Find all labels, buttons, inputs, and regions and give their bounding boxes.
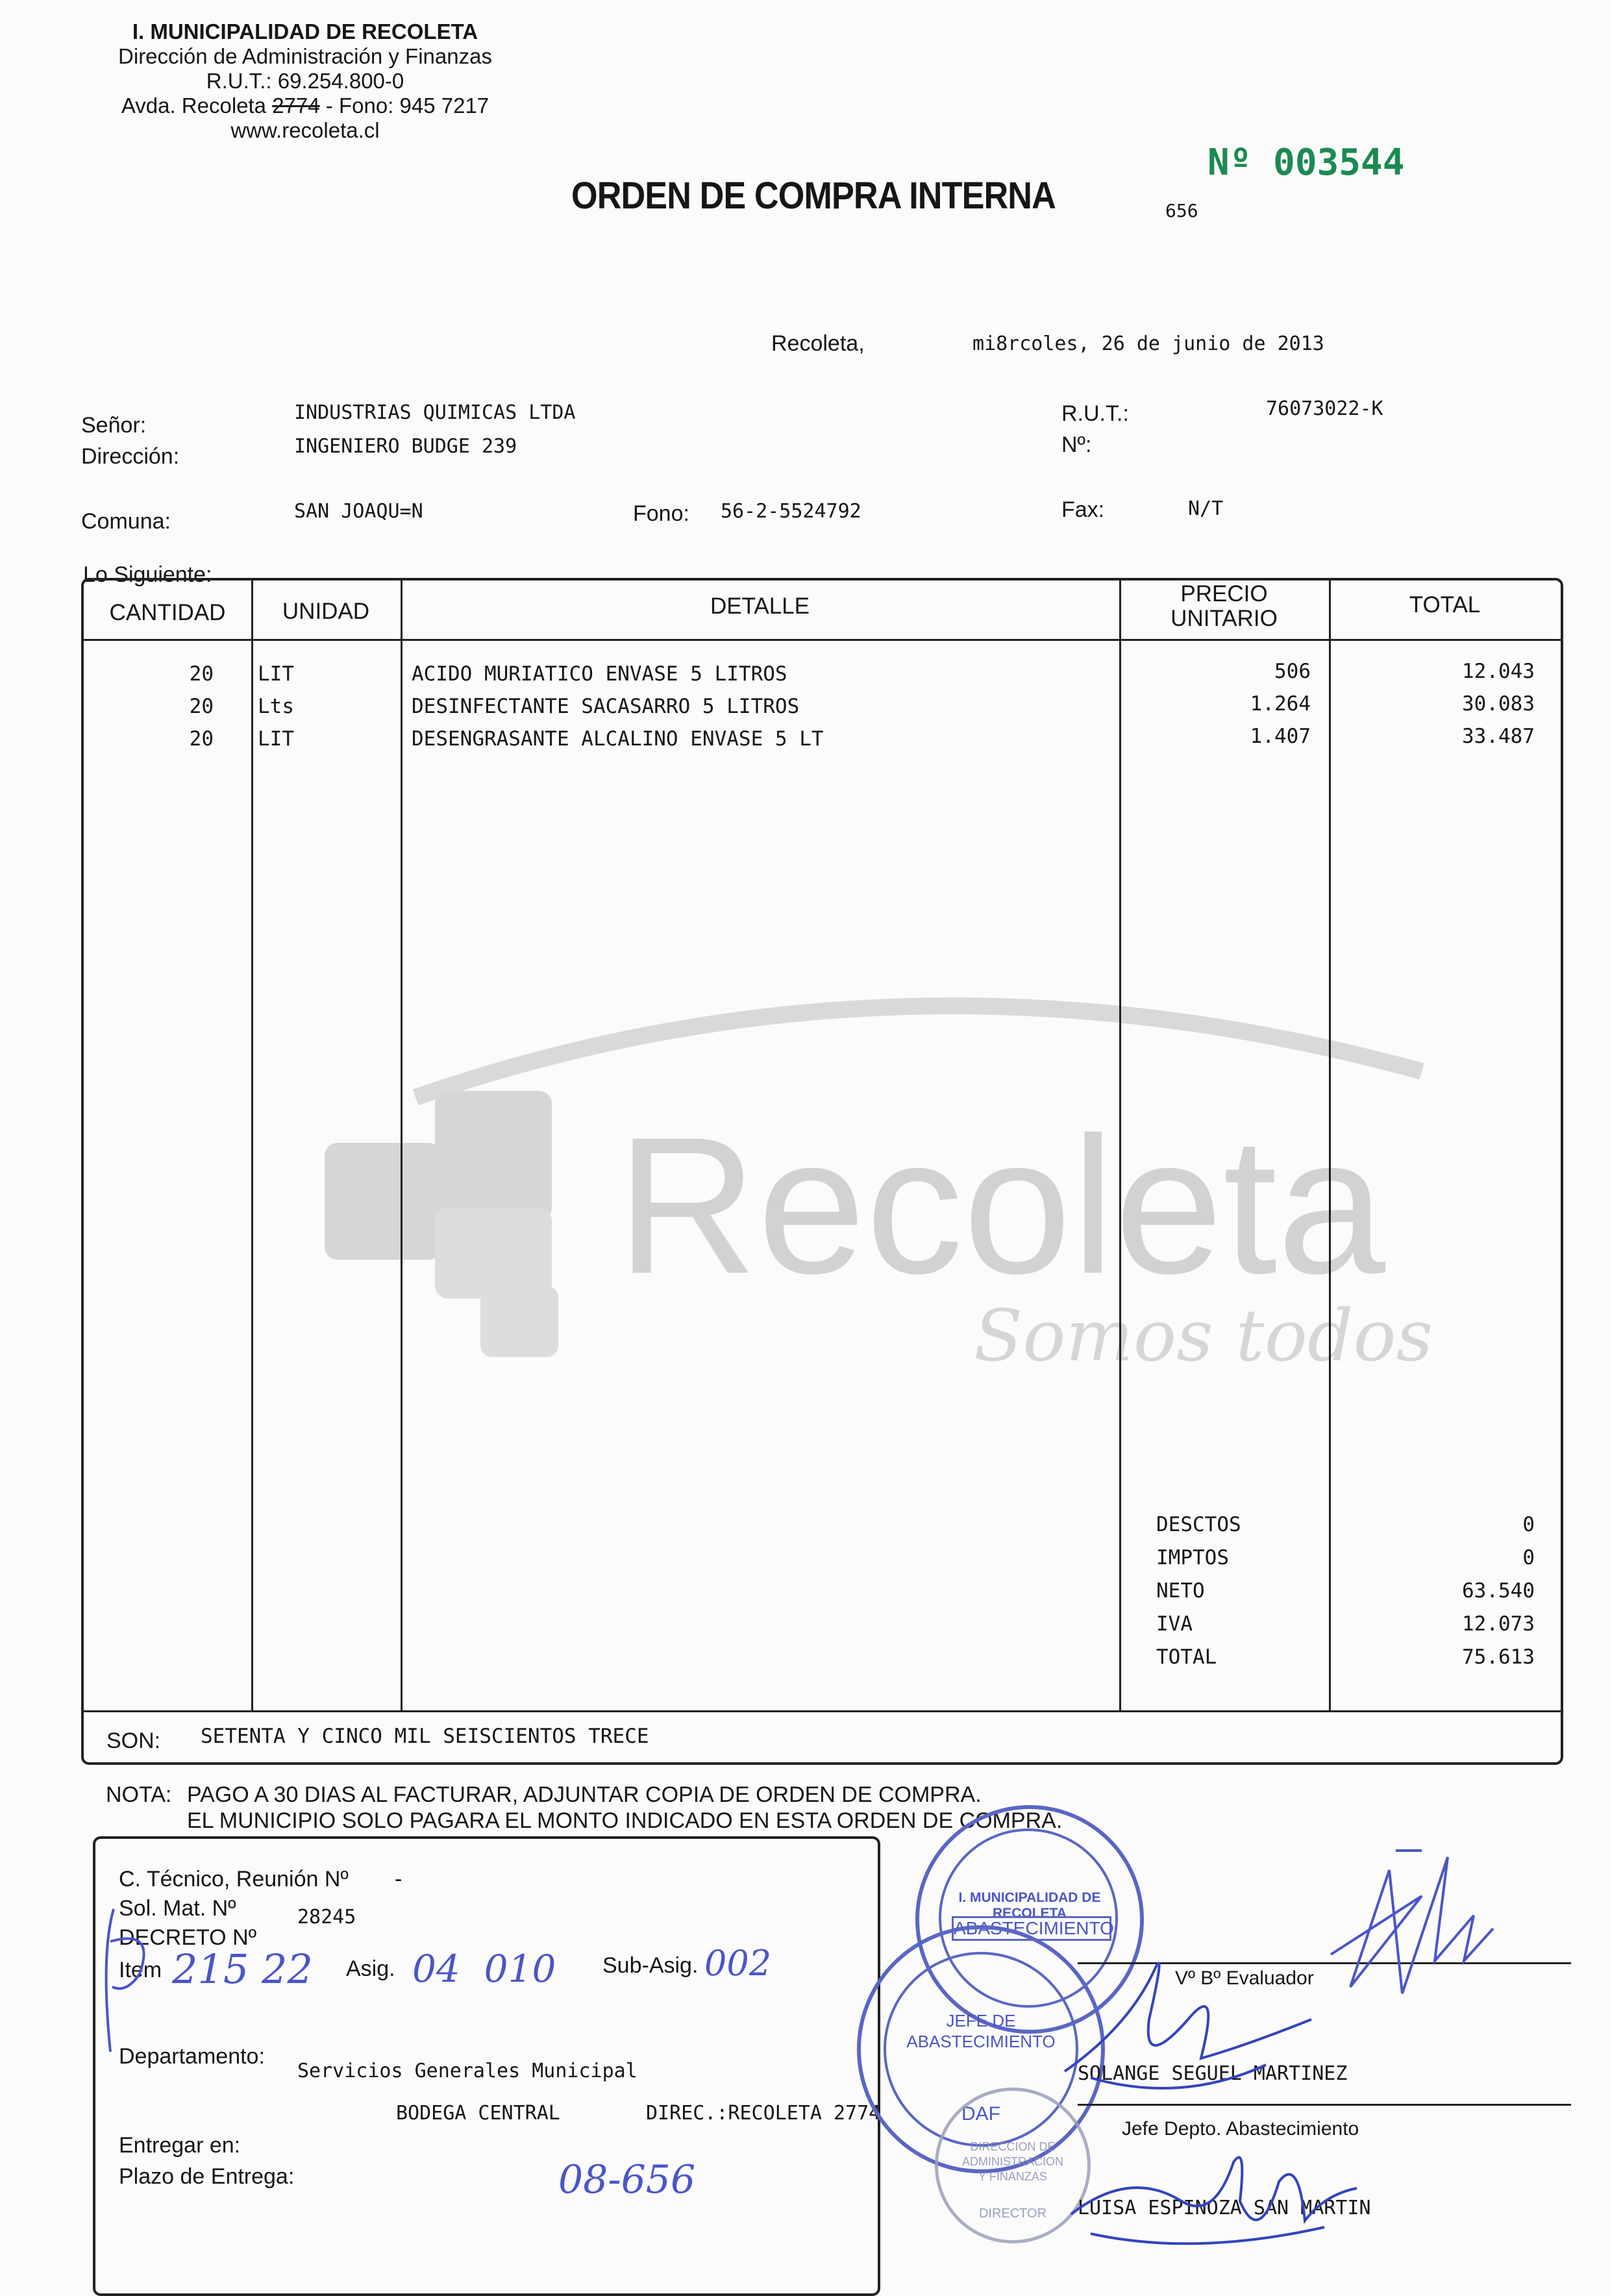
direc-value: DIREC.:RECOLETA 2774 [646, 2102, 881, 2125]
summary-label-desctos: DESCTOS [1156, 1513, 1241, 1536]
stamp1-center-text: ABASTECIMIENTO [952, 1916, 1111, 1941]
jefe-title: Jefe Depto. Abastecimiento [1122, 2118, 1359, 2140]
jefe-signature [1052, 1941, 1324, 2104]
stamp2-line2: ABASTECIMIENTO [906, 2032, 1056, 2051]
watermark-brand: Recoleta [617, 1096, 1386, 1314]
c-tecnico-label: C. Técnico, Reunión Nº [119, 1867, 349, 1891]
supplier-address: INGENIERO BUDGE 239 [294, 435, 517, 458]
issuer-department: Dirección de Administración y Finanzas [118, 44, 492, 68]
subasig-label: Sub-Asig. [602, 1953, 699, 1978]
evaluador-signature [1324, 1831, 1519, 2000]
address-phone: - Fono: 945 7217 [319, 94, 489, 118]
entregar-label: Entregar en: [119, 2133, 241, 2158]
bodega-value: BODEGA CENTRAL [396, 2102, 560, 2125]
address-prefix: Avda. Recoleta [121, 94, 273, 118]
document-title: ORDEN DE COMPRA INTERNA [571, 175, 1056, 217]
header-precio-line2: UNITARIO [1170, 606, 1278, 631]
row-unit: LIT [258, 727, 294, 751]
stamp3-line3: Y FINANZAS [978, 2170, 1047, 2183]
evaluador-label: Vº Bº Evaluador [1175, 1967, 1314, 1989]
supplier-fax: N/T [1188, 497, 1224, 520]
departamento-label: Departamento: [119, 2044, 265, 2069]
issuer-name: I. MUNICIPALIDAD DE RECOLETA [132, 19, 478, 44]
supplier-name: INDUSTRIAS QUIMICAS LTDA [294, 401, 576, 424]
summary-value-imptos: 0 [1522, 1546, 1535, 1569]
stamp3-line2: ADMINISTRACION [961, 2155, 1063, 2168]
row-qty: 20 [189, 727, 214, 751]
supplier-comuna: SAN JOAQU=N [294, 500, 423, 523]
header-total: TOTAL [1409, 592, 1481, 618]
plazo-handwritten: 08-656 [558, 2157, 696, 2202]
watermark-tagline: Somos todos [974, 1294, 1433, 1377]
c-tecnico-value: - [395, 1867, 402, 1891]
summary-value-iva: 12.073 [1462, 1612, 1535, 1636]
sol-mat-label: Sol. Mat. Nº [119, 1896, 236, 1921]
col-divider [251, 580, 253, 1710]
summary-value-neto: 63.540 [1462, 1579, 1535, 1603]
summary-label-iva: IVA [1156, 1612, 1193, 1636]
summary-label-imptos: IMPTOS [1156, 1546, 1229, 1569]
row-detail: DESINFECTANTE SACASARRO 5 LITROS [412, 695, 800, 718]
items-table [81, 578, 1563, 1765]
document-number: Nº 003544 [1208, 142, 1405, 184]
senor-label: Señor: [81, 413, 147, 438]
header-precio-line1: PRECIO [1180, 581, 1268, 606]
header-cantidad: CANTIDAD [109, 600, 226, 625]
stamp2-line1: JEFE DE [946, 2011, 1016, 2030]
row-price: 1.407 [1250, 725, 1311, 748]
no-label: Nº: [1061, 432, 1092, 457]
direccion-label: Dirección: [81, 444, 180, 469]
col-divider [401, 580, 402, 1710]
row-qty: 20 [189, 695, 214, 718]
supplier-fono: 56-2-5524792 [721, 500, 861, 523]
place-label: Recoleta, [771, 331, 865, 356]
header-precio-unitario [1119, 582, 1329, 631]
summary-value-total: 75.613 [1462, 1645, 1535, 1669]
summary-label-total: TOTAL [1156, 1645, 1217, 1669]
row-price: 506 [1274, 660, 1311, 683]
issuer-web: www.recoleta.cl [230, 118, 380, 142]
col-divider [1119, 580, 1121, 1710]
nota-line2: EL MUNICIPIO SOLO PAGARA EL MONTO INDICADO EN ESTA ORDEN DE COMPRA. [187, 1808, 1063, 1833]
stamp2-bottom: DAF [961, 2103, 1000, 2125]
row-total: 12.043 [1462, 660, 1535, 683]
sol-mat-value: 28245 [297, 1906, 356, 1928]
summary-value-desctos: 0 [1522, 1513, 1535, 1536]
nota-line1: PAGO A 30 DIAS AL FACTURAR, ADJUNTAR COPIA DE ORDEN DE COMPRA. [187, 1782, 982, 1807]
stamp3-center [951, 2140, 1074, 2184]
plazo-label: Plazo de Entrega: [119, 2164, 295, 2189]
document-date: mi8rcoles, 26 de junio de 2013 [972, 332, 1324, 355]
handwritten-bracket-mark [94, 1903, 166, 2058]
departamento-value: Servicios Generales Municipal [297, 2060, 638, 2082]
row-detail: DESENGRASANTE ALCALINO ENVASE 5 LT [412, 727, 824, 751]
document-sub-number: 656 [1165, 200, 1198, 221]
son-label: SON: [106, 1728, 161, 1753]
header-divider [84, 639, 1561, 641]
row-detail: ACIDO MURIATICO ENVASE 5 LITROS [412, 662, 787, 686]
comuna-label: Comuna: [81, 509, 171, 534]
jefe-name: SOLANGE SEGUEL MARTINEZ [1078, 2062, 1348, 2085]
row-qty: 20 [189, 662, 214, 686]
issuer-rut: R.U.T.: 69.254.800-0 [206, 69, 404, 93]
item-label: Item [119, 1958, 162, 1982]
lo-siguiente-label: Lo Siguiente: [83, 562, 212, 587]
fax-label: Fax: [1061, 497, 1105, 522]
decreto-label: DECRETO Nº [119, 1925, 257, 1950]
asig-label: Asig. [346, 1956, 395, 1981]
jefe-line [1078, 2104, 1571, 2106]
supplier-rut: 76073022-K [1266, 397, 1383, 420]
issuer-address [52, 94, 558, 118]
row-total: 33.487 [1462, 725, 1535, 748]
son-divider [84, 1710, 1561, 1712]
issuer-header [52, 19, 558, 143]
stamp1-ring-text: I. MUNICIPALIDAD DE RECOLETA [958, 1890, 1101, 1921]
row-price: 1.264 [1250, 692, 1311, 716]
row-total: 30.083 [1462, 692, 1535, 716]
header-unidad: UNIDAD [282, 599, 370, 624]
asig-handwritten: 04 010 [412, 1947, 556, 1991]
stamp2-center [900, 2010, 1062, 2052]
summary-label-neto: NETO [1156, 1579, 1205, 1603]
nota-label: NOTA: [106, 1782, 172, 1807]
director-signature [1065, 2143, 1363, 2260]
stamp3-bottom: DIRECTOR [978, 2206, 1047, 2221]
address-struck-number: 2774 [272, 94, 320, 118]
fono-label: Fono: [633, 501, 689, 526]
rut-label: R.U.T.: [1061, 401, 1129, 426]
stamp3-line1: DIRECCION DE [970, 2140, 1056, 2153]
col-divider [1329, 580, 1331, 1710]
row-unit: LIT [258, 662, 294, 686]
item-handwritten: 215 22 [172, 1945, 313, 1993]
subasig-handwritten: 002 [704, 1943, 772, 1984]
son-amount-words: SETENTA Y CINCO MIL SEISCIENTOS TRECE [201, 1725, 649, 1748]
director-name: LUISA ESPINOZA SAN MARTIN [1078, 2197, 1371, 2219]
row-unit: Lts [258, 695, 294, 718]
header-detalle: DETALLE [710, 593, 810, 619]
